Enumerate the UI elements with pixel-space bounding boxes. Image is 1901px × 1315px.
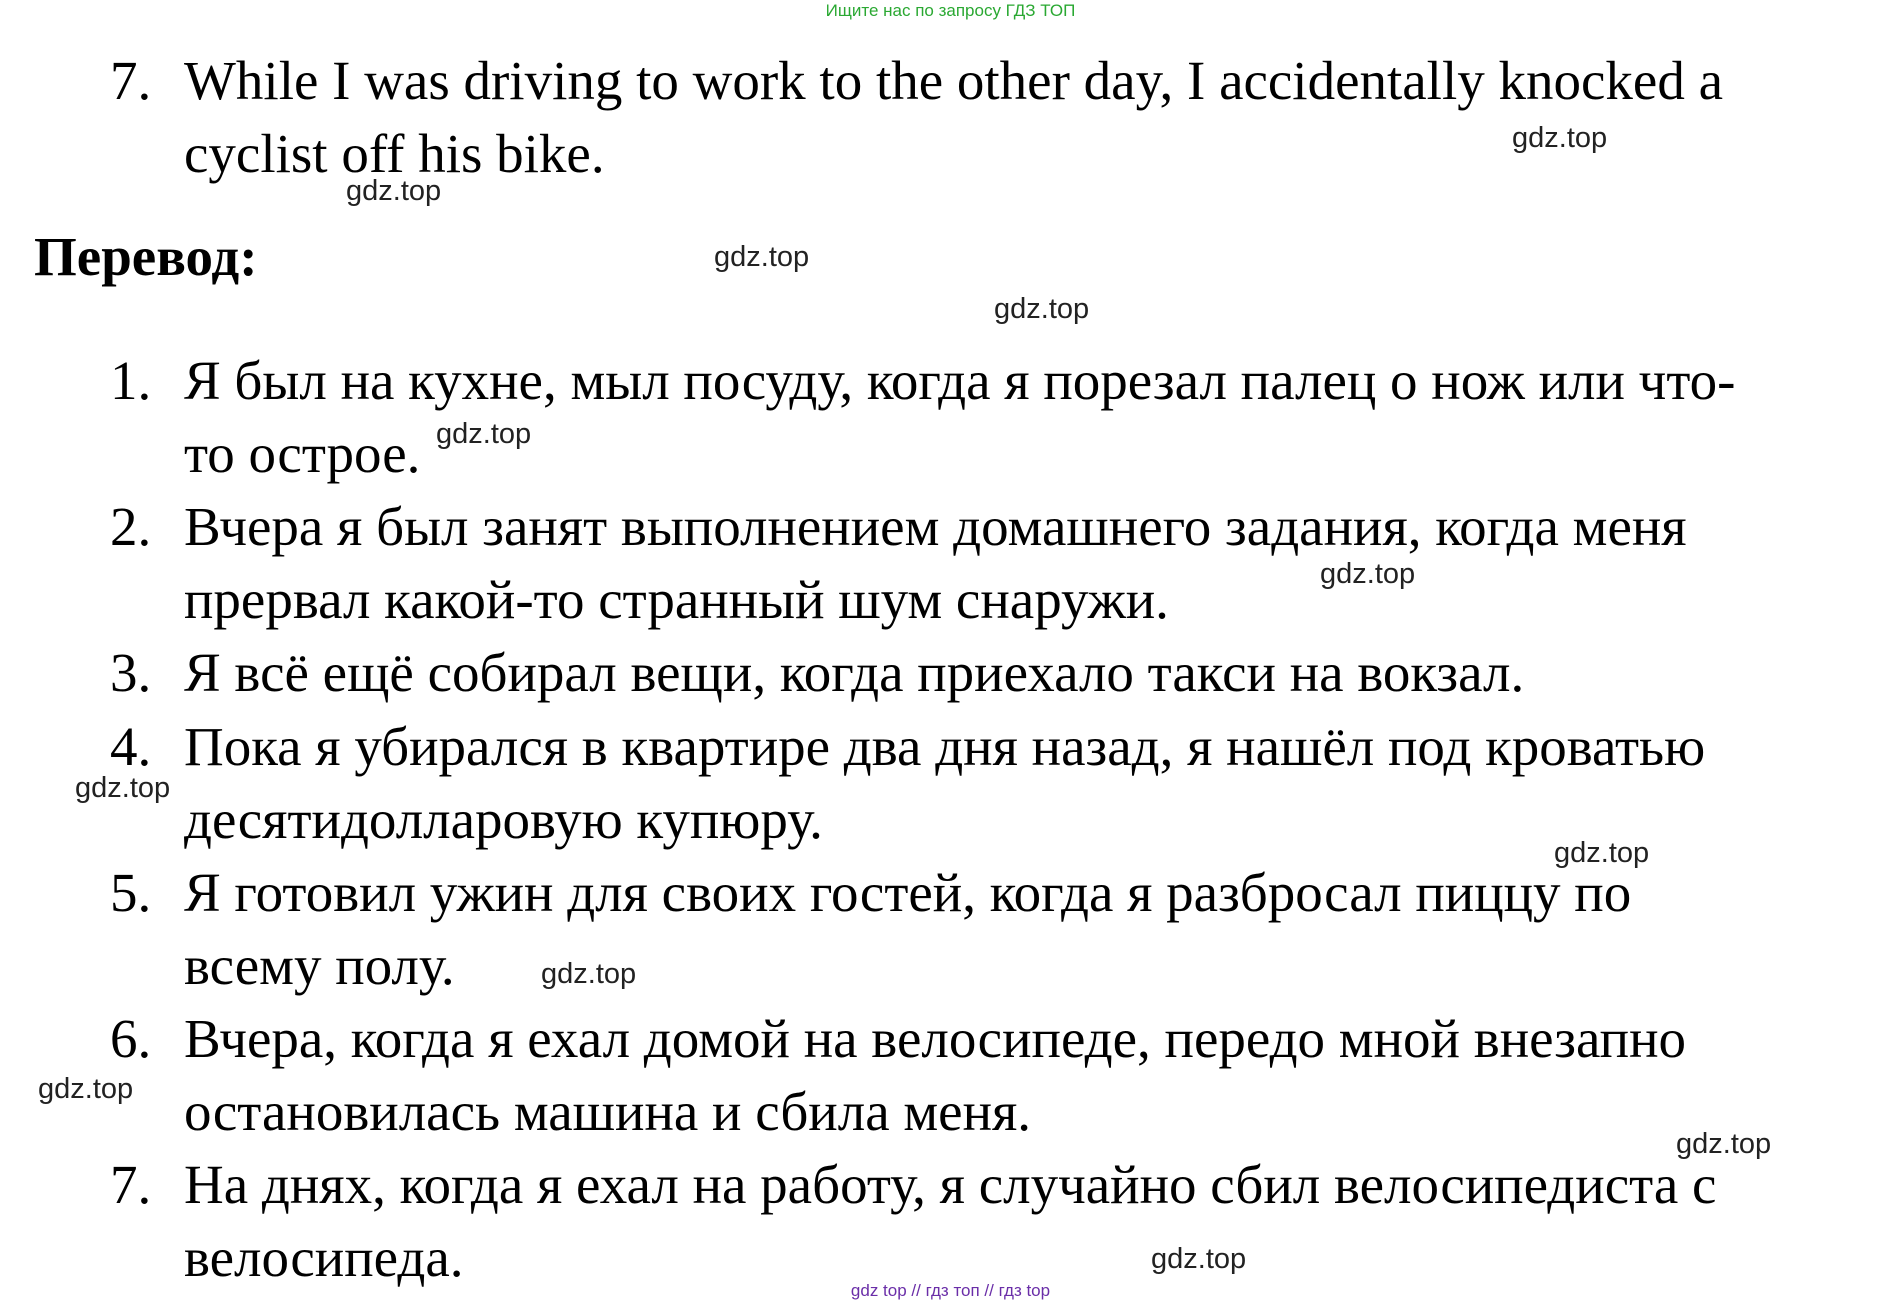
bottom-banner: gdz top // гдз топ // гдз top	[850, 1281, 1051, 1300]
item-number: 2.	[110, 496, 152, 557]
watermark: gdz.top	[38, 1073, 134, 1105]
watermark: gdz.top	[436, 418, 532, 450]
watermark: gdz.top	[714, 241, 810, 273]
item-text	[184, 856, 1881, 1002]
item-text	[184, 44, 1881, 190]
item-line: Я был на кухне, мыл посуду, когда я порезал палец о нож или что-	[184, 350, 1736, 411]
watermark: gdz.top	[1676, 1128, 1772, 1160]
item-number: 6.	[110, 1008, 152, 1069]
item-number: 4.	[110, 716, 152, 777]
item-number: 1.	[110, 350, 152, 411]
watermark: gdz.top	[1512, 122, 1608, 154]
item-number: 3.	[110, 642, 152, 703]
watermark: gdz.top	[346, 175, 442, 207]
item-number: 5.	[110, 862, 152, 923]
item-line: Я всё ещё собирал вещи, когда приехало такси на вокзал.	[184, 642, 1525, 703]
item-line: cyclist off his bike.	[184, 123, 605, 184]
watermark: gdz.top	[1151, 1243, 1247, 1275]
item-number: 7.	[110, 1154, 152, 1215]
item-line: велосипеда.	[184, 1227, 464, 1288]
watermark: gdz.top	[994, 293, 1090, 325]
item-text	[184, 1148, 1881, 1294]
watermark: gdz.top	[1554, 837, 1650, 869]
item-line: всему полу.	[184, 935, 455, 996]
item-line: Пока я убирался в квартире два дня назад, я нашёл под кроватью	[184, 716, 1706, 777]
item-text	[184, 490, 1881, 636]
item-text	[184, 636, 1881, 709]
item-line: десятидолларовую купюру.	[184, 789, 823, 850]
item-line: Вчера, когда я ехал домой на велосипеде, передо мной внезапно	[184, 1008, 1686, 1069]
watermark: gdz.top	[75, 772, 171, 804]
item-line: While I was driving to work to the other day, I accidentally knocked a	[184, 50, 1723, 111]
item-number: 7.	[110, 50, 152, 111]
item-line: прервал какой-то странный шум снаружи.	[184, 569, 1169, 630]
item-line: то острое.	[184, 423, 421, 484]
item-line: На днях, когда я ехал на работу, я случайно сбил велосипедиста с	[184, 1154, 1717, 1215]
watermark: gdz.top	[541, 958, 637, 990]
translation-heading: Перевод:	[34, 226, 258, 287]
top-banner: Ищите нас по запросу ГДЗ ТОП	[825, 1, 1076, 20]
item-line: Вчера я был занят выполнением домашнего задания, когда меня	[184, 496, 1687, 557]
item-line: остановилась машина и сбила меня.	[184, 1081, 1032, 1142]
item-text	[184, 1002, 1881, 1148]
item-text	[184, 710, 1881, 856]
watermark: gdz.top	[1320, 558, 1416, 590]
item-line: Я готовил ужин для своих гостей, когда я разбросал пиццу по	[184, 862, 1632, 923]
